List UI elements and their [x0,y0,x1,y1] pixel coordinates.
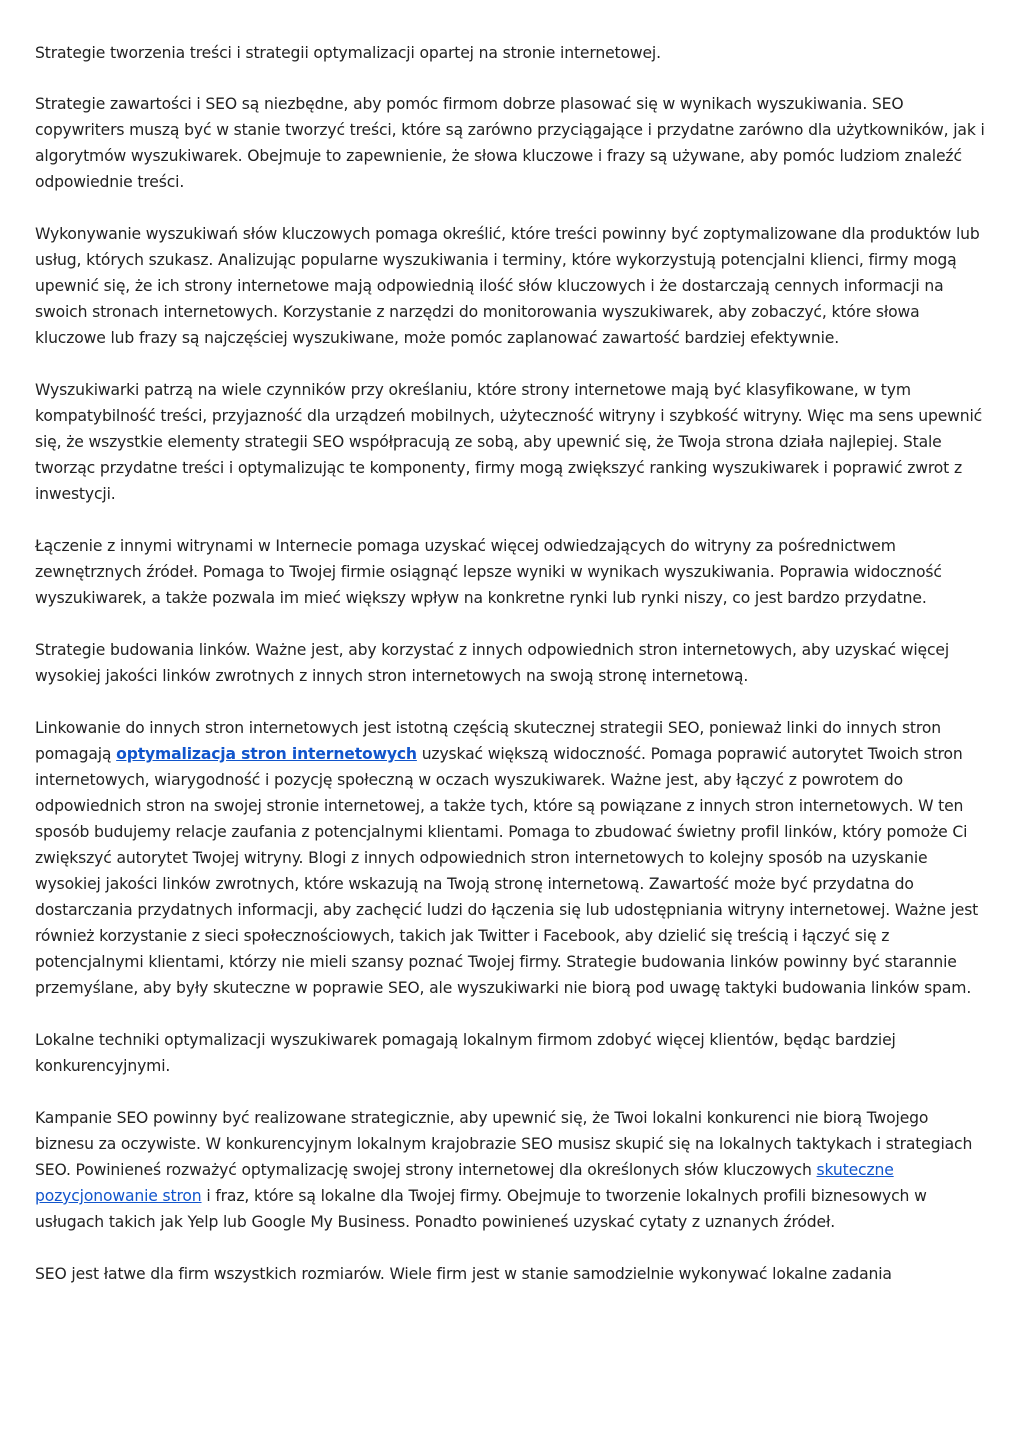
paragraph: Wykonywanie wyszukiwań słów kluczowych pomaga określić, które treści powinny być zoptymalizowane dla produktów lub usług, których szukasz. Analizując popularne wyszukiwania i terminy, które wykorzystują potencjalni klienci, firmy mogą upewnić się, że ich strony internetowe mają odpowiednią ilość słów kluczowych i że dostarczają cennych informacji na swoich stronach internetowych. Korzystanie z narzędzi do monitorowania wyszukiwarek, aby zobaczyć, które słowa kluczowe lub frazy są najczęściej wyszukiwane, może pomóc zaplanować zawartość bardziej efektywnie. [35,225,980,347]
paragraph: SEO jest łatwe dla firm wszystkich rozmiarów. Wiele firm jest w stanie samodzielnie wykonywać lokalne zadania [35,1265,892,1283]
paragraph-text: i fraz, które są lokalne dla Twojej firmy. Obejmuje to tworzenie lokalnych profili biznesowych w usługach takich jak Yelp lub Google My Business. Ponadto powinieneś uzyskać cytaty z uznanych źródeł. [35,1187,927,1231]
paragraph: Lokalne techniki optymalizacji wyszukiwarek pomagają lokalnym firmom zdobyć więcej klientów, będąc bardziej konkurencyjnymi. [35,1031,896,1075]
paragraph-text: Kampanie SEO powinny być realizowane strategicznie, aby upewnić się, że Twoi lokalni konkurenci nie biorą Twojego biznesu za oczywiste. W konkurencyjnym lokalnym krajobrazie SEO musisz skupić się na lokalnych taktykach i strategiach SEO. Powinieneś rozważyć optymalizację swojej strony internetowej dla określonych słów kluczowych [35,1109,973,1179]
paragraph: Strategie zawartości i SEO są niezbędne, aby pomóc firmom dobrze plasować się w wynikach wyszukiwania. SEO copywriters muszą być w stanie tworzyć treści, które są zarówno przyciągające i przydatne zarówno dla użytkowników, jak i algorytmów wyszukiwarek. Obejmuje to zapewnienie, że słowa kluczowe i frazy są używane, aby pomóc ludziom znaleźć odpowiednie treści. [35,95,985,191]
paragraph-text: uzyskać większą widoczność. Pomaga poprawić autorytet Twoich stron internetowych, wiarygodność i pozycję społeczną w oczach wyszukiwarek. Ważne jest, aby łączyć z powrotem do odpowiednich stron na swojej stronie internetowej, a także tych, które są powiązane z innych stron internetowych. W ten sposób budujemy relacje zaufania z potencjalnymi klientami. Pomaga to zbudować świetny profil linków, który pomoże Ci zwiększyć autorytet Twojej witryny. Blogi z innych odpowiednich stron internetowych to kolejny sposób na uzyskanie wysokiej jakości linków zwrotnych, które wskazują na Twoją stronę internetową. Zawartość może być przydatna do dostarczania przydatnych informacji, aby zachęcić ludzi do łączenia się lub udostępniania witryny internetowej. Ważne jest również korzystanie z sieci społecznościowych, takich jak Twitter i Facebook, aby dzielić się treścią i łączyć się z potencjalnymi klientami, którzy nie mieli szansy poznać Twojej firmy. Strategie budowania linków powinny być starannie przemyślane, aby były skuteczne w poprawie SEO, ale wyszukiwarki nie biorą pod uwagę taktyki budowania linków spam. [35,745,979,997]
pozycjonowanie-link[interactable]: skuteczne pozycjonowanie stron [35,1161,894,1205]
document-page [35,40,985,1313]
paragraph-with-link [35,715,985,1001]
paragraph-with-link [35,1105,985,1235]
paragraph: Wyszukiwarki patrzą na wiele czynników przy określaniu, które strony internetowe mają być klasyfikowane, w tym kompatybilność treści, przyjazność dla urządzeń mobilnych, użyteczność witryny i szybkość witryny. Więc ma sens upewnić się, że wszystkie elementy strategii SEO współpracują ze sobą, aby upewnić się, że Twoja strona działa najlepiej. Stale tworząc przydatne treści i optymalizując te komponenty, firmy mogą zwiększyć ranking wyszukiwarek i poprawić zwrot z inwestycji. [35,381,983,503]
paragraph: Strategie budowania linków. Ważne jest, aby korzystać z innych odpowiednich stron internetowych, aby uzyskać więcej wysokiej jakości linków zwrotnych z innych stron internetowych na swoją stronę internetową. [35,641,950,685]
paragraph-title: Strategie tworzenia treści i strategii optymalizacji opartej na stronie internetowej. [35,44,661,62]
paragraph-text: Linkowanie do innych stron internetowych jest istotną częścią skutecznej strategii SEO, ponieważ linki do innych stron pomagają [35,719,941,763]
optymalizacja-link[interactable]: optymalizacja stron internetowych [116,745,417,763]
paragraph: Łączenie z innymi witrynami w Internecie pomaga uzyskać więcej odwiedzających do witryny za pośrednictwem zewnętrznych źródeł. Pomaga to Twojej firmie osiągnąć lepsze wyniki w wynikach wyszukiwania. Poprawia widoczność wyszukiwarek, a także pozwala im mieć większy wpływ na konkretne rynki lub rynki niszy, co jest bardzo przydatne. [35,537,942,607]
